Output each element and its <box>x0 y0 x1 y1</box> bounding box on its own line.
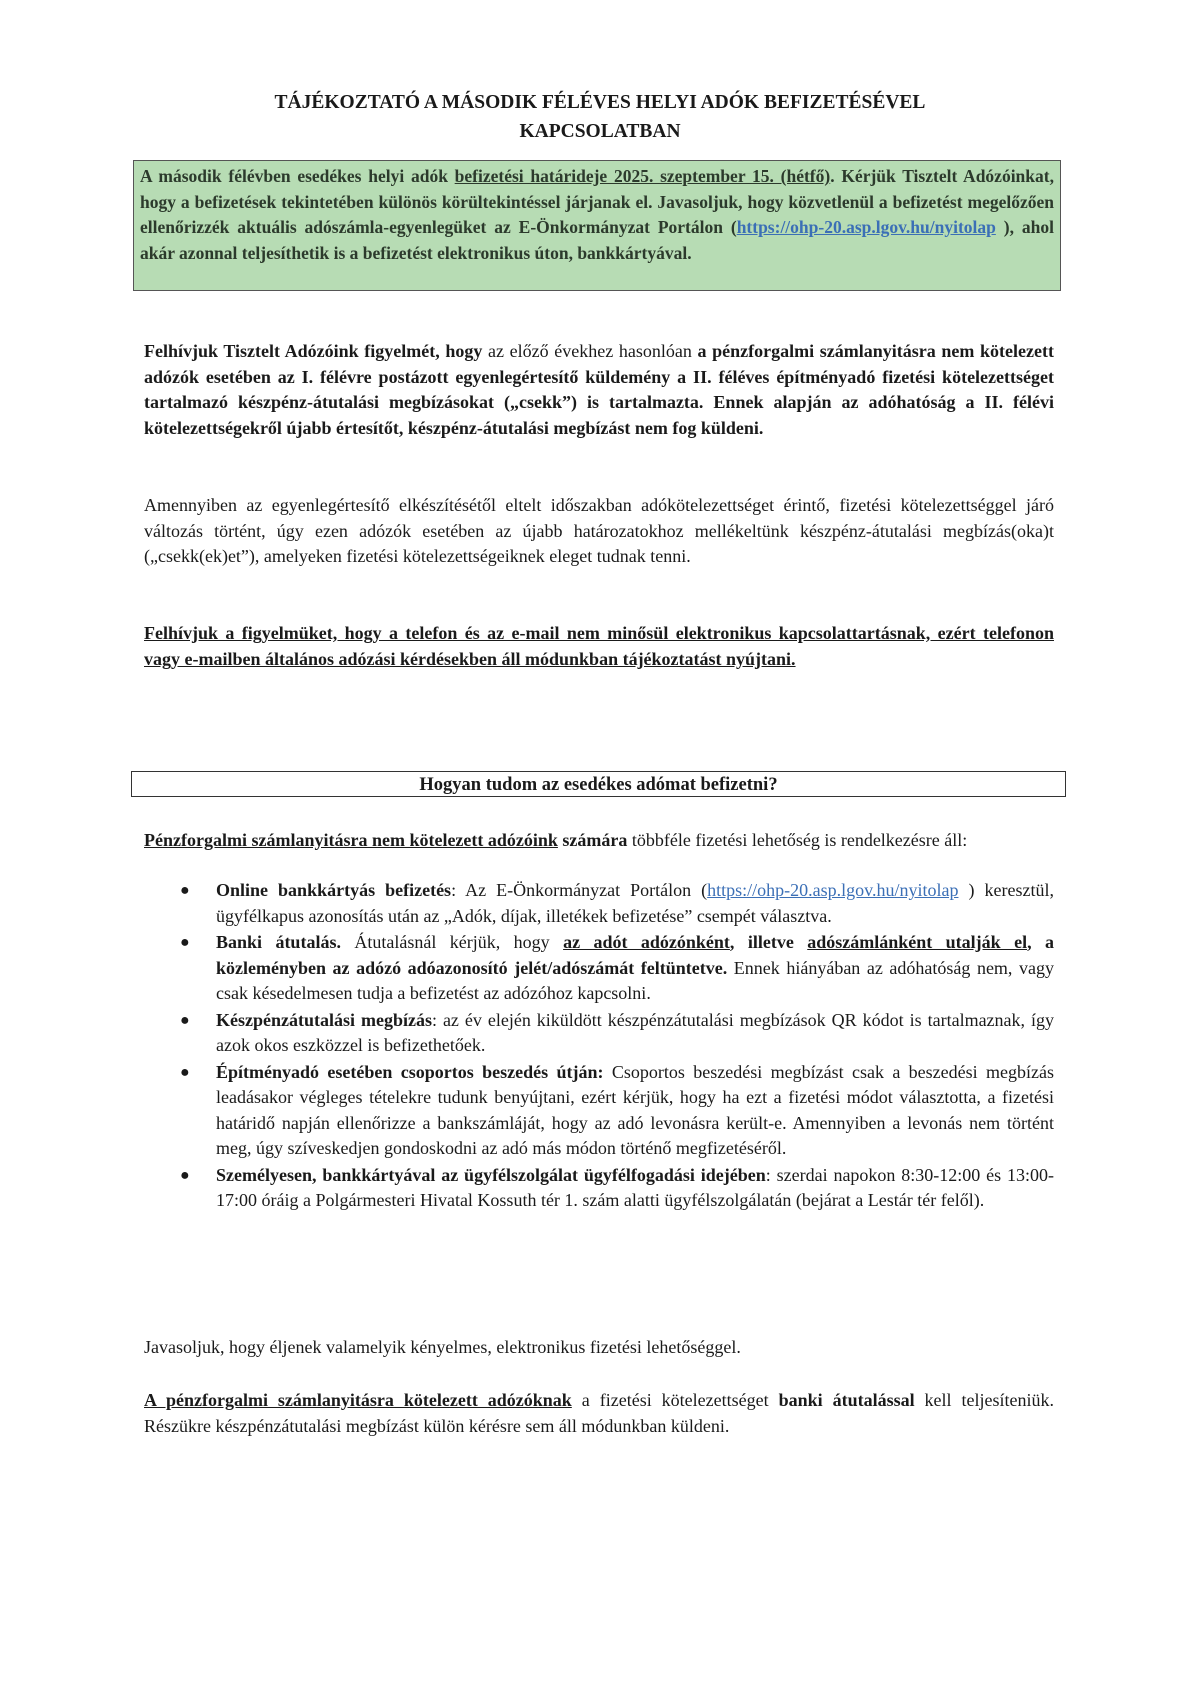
paragraph-phone-email: Felhívjuk a figyelmüket, hogy a telefon és az e-mail nem minősül elektronikus kapcsolattartásnak, ezért telefonon vagy e-mailben általános adózási kérdésekben áll módunkban tájékoztatást nyújtani. <box>144 623 1054 669</box>
list-item-in-person <box>144 1163 1054 1214</box>
bullet-icon: ● <box>180 934 190 951</box>
list-item-online-card <box>144 878 1054 929</box>
item-debit-title: Építményadó esetében csoportos beszedés útján: <box>216 1061 604 1082</box>
intro-text-2: számára <box>557 830 628 850</box>
item-bank-text-2: Ennek hiányában az adóhatóság nem, vagy csak késedelmesen tudja a befizetést az adózóhoz kapcsolni. <box>216 957 1054 1003</box>
item-bank-underline-2: adószámlánként utalják el <box>807 932 1028 952</box>
bullet-icon: ● <box>180 1166 190 1184</box>
item-bank-title: Banki átutalás. <box>216 932 341 952</box>
item-person-title: Személyesen, bankkártyával az ügyfélszolgálat ügyfélfogadási idejében <box>216 1164 766 1185</box>
payment-intro <box>144 828 1054 854</box>
item-bank-bold-2: , a közleményben az adózó adóazonosító jelét/adószámát feltüntetve. <box>216 932 1054 978</box>
item-online-text-2: ) keresztül, ügyfélkapus azonosítás után az „Adók, díjak, illetékek befizetése” csempét választva. <box>216 880 1054 926</box>
final-text-2: kell teljesíteniük. Részükre készpénzátutalási megbízást külön kérésre sem áll módunkban küldeni. <box>144 1390 1054 1436</box>
payment-question-heading: Hogyan tudom az esedékes adómat befizetni? <box>131 771 1066 797</box>
portal-link[interactable]: https://ohp-20.asp.lgov.hu/nyitolap <box>736 217 996 237</box>
item-person-text: : szerdai napokon 8:30-12:00 és 13:00-17:00 óráig a Polgármesteri Hivatal Kossuth tér 1. szám alatti ügyfélszolgálatán (bejárat a Lestár tér felől). <box>216 1164 1054 1210</box>
item-online-title: Online bankkártyás befizetés <box>216 880 452 900</box>
bullet-icon: ● <box>180 882 190 899</box>
notice-text-1: A második félévben esedékes helyi adók <box>140 166 455 186</box>
title-line-1: TÁJÉKOZTATÓ A MÁSODIK FÉLÉVES HELYI ADÓK BEFIZETÉSÉVEL <box>274 92 926 113</box>
item-bank-text-1: Átutalásnál kérjük, hogy <box>340 932 564 952</box>
item-cash-text: : az év elején kiküldött készpénzátutalási megbízások QR kódot is tartalmaznak, így azok okos eszközzel is befizethetőek. <box>216 1009 1055 1055</box>
payment-options-list <box>144 878 1054 1215</box>
intro-text-3: többféle fizetési lehetőség is rendelkezésre áll: <box>627 830 968 850</box>
title-line-2: KAPCSOLATBAN <box>519 121 681 142</box>
list-item-bank-transfer <box>144 930 1054 1007</box>
list-item-direct-debit <box>144 1060 1054 1162</box>
intro-text-1: Pénzforgalmi számlanyitásra nem kötelezett adózóink <box>144 830 558 850</box>
item-cash-title: Készpénzátutalási megbízás <box>216 1009 432 1030</box>
document-title <box>140 88 1060 146</box>
item-online-text-1: : Az E-Önkormányzat Portálon ( <box>451 880 708 900</box>
paragraph-recommendation: Javasoljuk, hogy éljenek valamelyik kényelmes, elektronikus fizetési lehetőséggel. <box>144 1337 741 1357</box>
item-bank-bold-1: , illetve <box>729 932 808 952</box>
notice-text-3: ), ahol akár azonnal teljesíthetik is a befizetést elektronikus úton, bankkártyával. <box>140 217 1054 263</box>
notice-deadline: befizetési határideje 2025. szeptember 15. (hétfő) <box>454 166 831 186</box>
final-text-underlined: A pénzforgalmi számlanyitásra kötelezett adózóknak <box>144 1390 572 1410</box>
deadline-notice-box <box>133 160 1061 291</box>
para1-text-2: az előző évekhez hasonlóan <box>488 341 692 361</box>
final-text-bold: banki átutalással <box>778 1390 915 1410</box>
final-text-1: a fizetési kötelezettséget <box>571 1390 779 1410</box>
paragraph-previous-years <box>144 339 1054 441</box>
list-item-cash-transfer <box>144 1008 1054 1059</box>
item-debit-text: Csoportos beszedési megbízást csak a beszedési megbízás leadásakor végleges tételekre tudunk benyújtani, ezért kérjük, hogy ha ezt a fizetési módot választotta, a fizetési határidő napján ellenőrizze a bankszámláját, hogy az adó levonásra került-e. Amennyiben a levonás nem történt meg, úgy szíveskedjen gondoskodni az adó más módon történő megfizetéséről. <box>216 1061 1055 1158</box>
paragraph-mandatory-account <box>144 1388 1054 1439</box>
notice-text-2: . Kérjük Tisztelt Adózóinkat, hogy a befizetések tekintetében különös körültekintéssel járjanak el. Javasoljuk, hogy közvetlenül a befizetést megelőzően ellenőrizzék aktuális adószámla-egyenlegüket az E-Önkormányzat Portálon ( <box>140 166 1054 237</box>
bullet-icon: ● <box>180 1063 190 1081</box>
bullet-icon: ● <box>180 1011 190 1029</box>
portal-link-2[interactable]: https://ohp-20.asp.lgov.hu/nyitolap <box>707 880 959 900</box>
para1-text-1: Felhívjuk Tisztelt Adózóink figyelmét, hogy <box>144 341 489 361</box>
item-bank-underline-1: az adót adózónként <box>563 932 730 952</box>
para1-text-3: a pénzforgalmi számlanyitásra nem kötelezett adózók esetében az I. félévre postázott egyenlegértesítő küldemény a II. féléves építményadó fizetési kötelezettséget tartalmazó készpénz-átutalási megbízásokat („csekk”) is tartalmazta. Ennek alapján az adóhatóság a II. félévi kötelezettségekről újabb értesítőt, készpénz-átutalási megbízást nem fog küldeni. <box>144 341 1054 438</box>
paragraph-changes: Amennyiben az egyenlegértesítő elkészítésétől eltelt időszakban adókötelezettséget érintő, fizetési kötelezettséggel járó változás történt, úgy ezen adózók esetében az újabb határozatokhoz mellékeltünk készpénz-átutalási megbízás(oka)t („csekk(ek)et”), amelyeken fizetési kötelezettségeiknek eleget tudnak tenni. <box>144 495 1054 566</box>
